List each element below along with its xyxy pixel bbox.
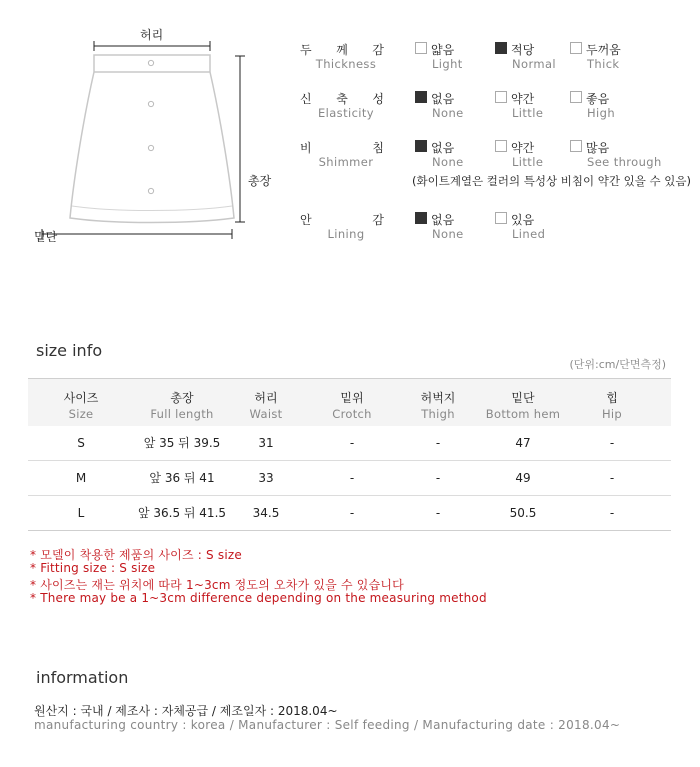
hem-label: 밑단 [34, 230, 58, 244]
table-row: M 앞 36 뒤 41 33 - - 49 - [28, 461, 671, 496]
checkbox-icon [495, 140, 507, 152]
property-label-en: Lining [327, 227, 365, 241]
note-line: * Fitting size : S size [30, 561, 156, 575]
information-title: information [36, 668, 129, 687]
length-label: 총장 [248, 174, 272, 188]
size-info-title: size info [36, 341, 103, 360]
shimmer-note: (화이트계열은 컬러의 특성상 비침이 약간 있을 수 있음) [412, 174, 691, 188]
waist-label: 허리 [140, 28, 164, 42]
table-row: S 앞 35 뒤 39.5 31 - - 47 - [28, 426, 671, 461]
skirt-illustration [30, 26, 290, 246]
table-header [28, 378, 671, 426]
information-line-ko: 원산지 : 국내 / 제조사 : 자체공급 / 제조일자 : 2018.04~ [34, 704, 338, 718]
checkbox-checked-icon [415, 212, 427, 224]
checkbox-icon [495, 212, 507, 224]
skirt-diagram [30, 26, 290, 246]
information-line-en: manufacturing country : korea / Manufacturer : Self feeding / Manufacturing date : 2018.04~ [34, 718, 621, 732]
column-header-hip: 힙 Hip [601, 391, 623, 421]
checkbox-checked-icon [415, 140, 427, 152]
column-header-size: 사이즈 Size [63, 391, 99, 421]
property-label-ko: 신 축 성 [300, 92, 384, 106]
checkbox-icon [570, 91, 582, 103]
column-header-bottom-hem: 밑단 Bottom hem [485, 391, 561, 421]
property-label-en: Elasticity [317, 106, 375, 120]
property-thickness: 두 께 감 Thickness 얇음 Light 적당 Normal 두꺼움 Thick [300, 43, 621, 71]
checkbox-icon [415, 42, 427, 54]
column-header-thigh: 허벅지 Thigh [420, 391, 456, 421]
property-shimmer: 비 침 Shimmer 없음 None 약간 Little 많음 See through [300, 141, 662, 169]
checkbox-icon [495, 91, 507, 103]
checkbox-checked-icon [495, 42, 507, 54]
checkbox-checked-icon [415, 91, 427, 103]
column-header-waist: 허리 Waist [249, 391, 283, 421]
column-header-crotch: 밑위 Crotch [332, 391, 372, 421]
column-header-full-length: 총장 Full length [150, 391, 214, 421]
size-table [28, 378, 671, 531]
note-line: * 모델이 착용한 제품의 사이즈 : S size [30, 548, 242, 562]
property-label-ko: 비 침 [300, 141, 384, 155]
unit-note: (단위:cm/단면측정) [569, 358, 666, 371]
checkbox-icon [570, 140, 582, 152]
note-line: * There may be a 1~3cm difference depending on the measuring method [30, 591, 487, 605]
checkbox-icon [570, 42, 582, 54]
property-label-en: Shimmer [318, 155, 374, 169]
property-lining: 안 감 Lining 없음 None 있음 Lined [300, 213, 546, 241]
property-label-en: Thickness [315, 57, 377, 71]
table-row: L 앞 36.5 뒤 41.5 34.5 - - 50.5 - [28, 496, 671, 531]
note-line: * 사이즈는 재는 위치에 따라 1~3cm 정도의 오차가 있을 수 있습니다 [30, 578, 404, 592]
property-label-ko: 두 께 감 [300, 43, 384, 57]
property-label-ko: 안 감 [300, 213, 384, 227]
property-elasticity: 신 축 성 Elasticity 없음 None 약간 Little 좋음 High [300, 92, 616, 120]
